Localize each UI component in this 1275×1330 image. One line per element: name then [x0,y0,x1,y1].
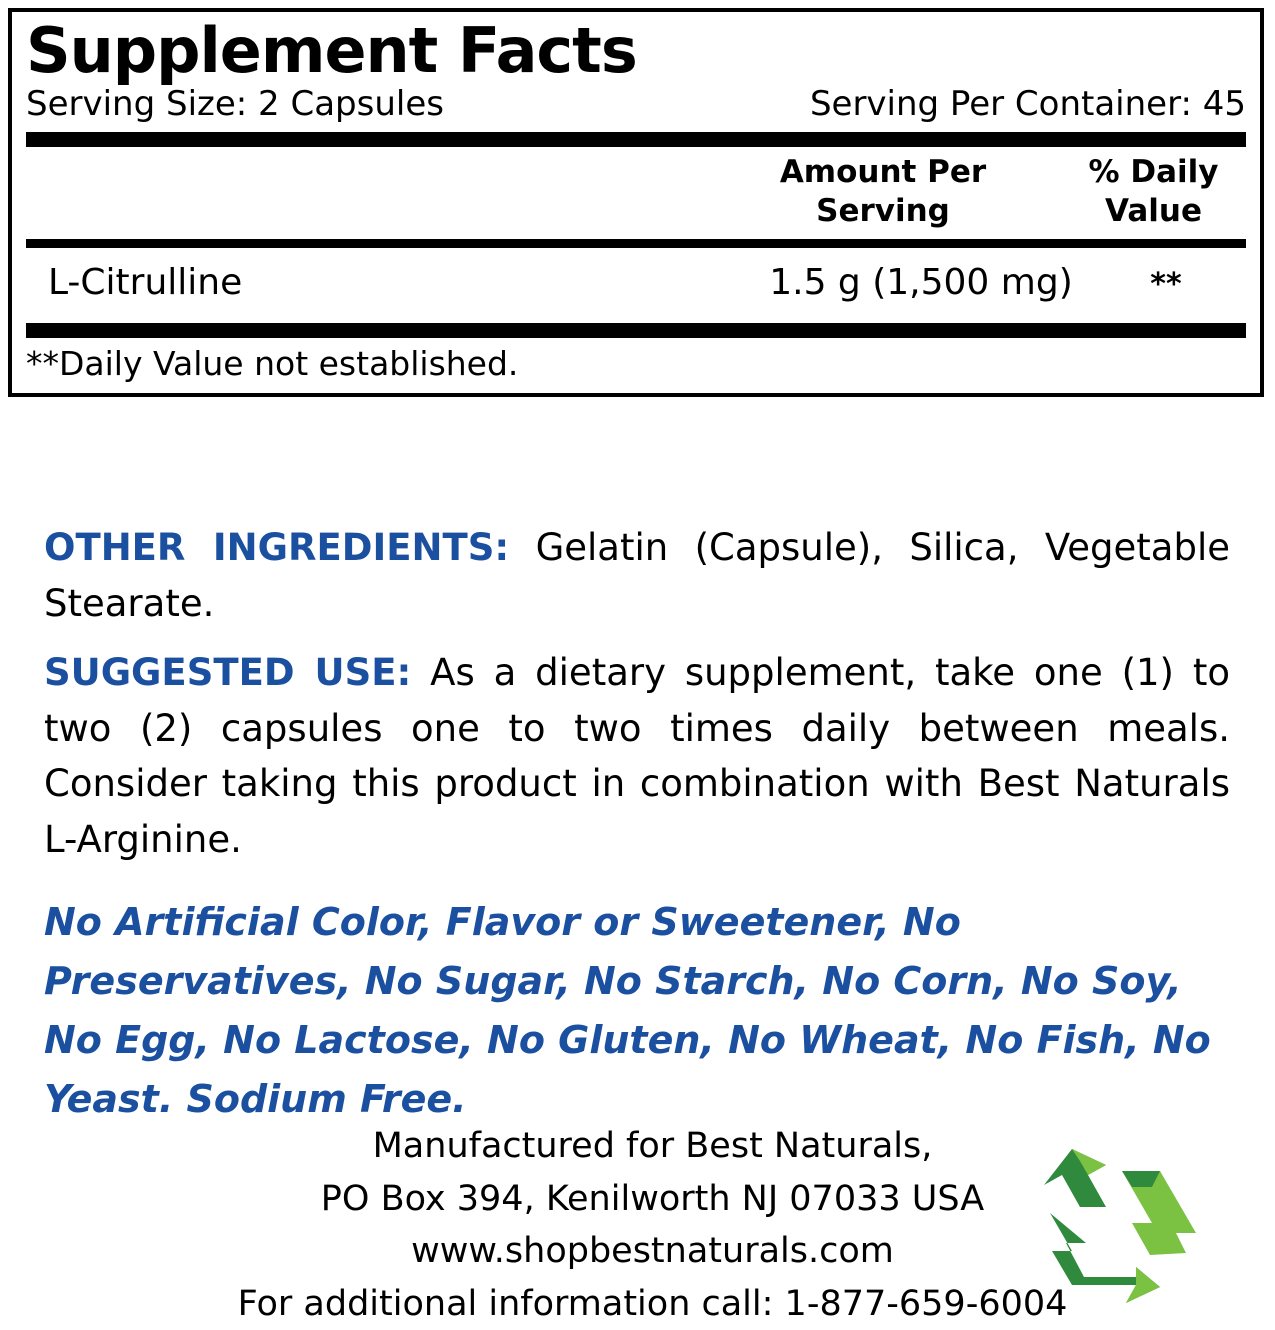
manufacturer-address: PO Box 394, Kenilworth NJ 07033 USA [238,1173,1068,1226]
manufacturer-name: Manufactured for Best Naturals, [238,1120,1068,1173]
serving-size: Serving Size: 2 Capsules [26,85,444,124]
amount-header-line1: Amount Per [733,153,1033,192]
suggested-use-paragraph [44,645,1230,867]
nutrient-name: L-Citrulline [26,262,756,303]
supplement-facts-title: Supplement Facts [26,18,1246,83]
dv-header-line1: % Daily [1061,153,1246,192]
other-ingredients-paragraph [44,520,1230,631]
divider-thick-bottom [26,323,1246,338]
recycle-icon [1005,1135,1215,1315]
divider-thick-top [26,132,1246,147]
other-ingredients-label: OTHER INGREDIENTS: [44,526,509,569]
column-header-amount-per-serving [733,153,1033,231]
other-ingredients-text: Gelatin (Capsule), Silica, Vegetable Stearate. [44,526,1230,625]
column-header-daily-value [1061,153,1246,231]
free-from-claims: No Artificial Color, Flavor or Sweetener, No Preservatives, No Sugar, No Starch, No Corn, No Soy, No Egg, No Lactose, No Gluten, No Wheat, No Fish, No Yeast. Sodium Free. [44,893,1230,1129]
divider-medium [26,239,1246,248]
label-body-copy [44,520,1230,1129]
suggested-use-text: As a dietary supplement, take one (1) to two (2) capsules one to two times daily between meals. Consider taking this product in combination with Best Naturals L-Arginine. [44,651,1230,861]
suggested-use-label: SUGGESTED USE: [44,651,411,694]
supplement-facts-panel [8,8,1264,397]
daily-value-footnote: **Daily Value not established. [26,338,1246,384]
contact-phone: For additional information call: 1-877-659-6004 [238,1278,1068,1330]
supplement-facts-column-headers [26,147,1246,239]
nutrient-row [26,248,1246,319]
website-url[interactable]: www.shopbestnaturals.com [238,1225,1068,1278]
dv-header-line2: Value [1061,192,1246,231]
nutrient-amount: 1.5 g (1,500 mg) [756,262,1086,303]
servings-per-container: Serving Per Container: 45 [810,85,1246,124]
amount-header-line2: Serving [733,192,1033,231]
nutrient-daily-value: ** [1086,267,1246,302]
serving-info-row [26,85,1246,128]
